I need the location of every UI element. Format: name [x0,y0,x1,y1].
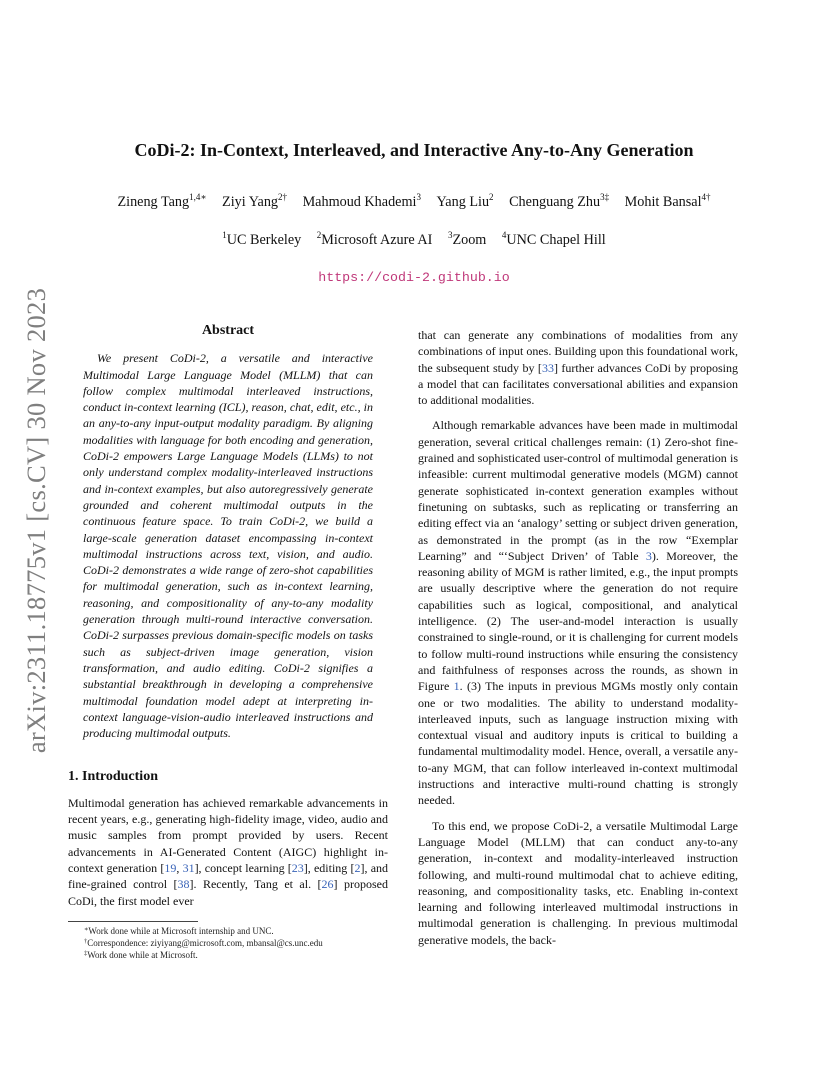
figure-reference-link[interactable]: 1 [453,679,460,694]
intro-paragraph-1: Multimodal generation has achieved remarkable advancements in recent years, e.g., generating high-fidelity image, video, audio and music samples from prompt provided by users. Recent advancements in AI-Generated Content (AIGC) highlight in-context generation [19, 31], concept learning [23], editing [2], and fine-grained control [38]. Recently, Tang et al. [26] proposed CoDi, the first model ever [68,795,389,908]
author: Chenguang Zhu$^{3\ddagger}$ [509,192,610,210]
introduction-heading: 1. Introduction [68,769,158,785]
affiliation-list [0,232,828,249]
left-column [68,323,388,909]
citation-link[interactable]: 33 [541,360,554,375]
table-reference-link[interactable]: 3 [645,548,652,563]
author: Mahmoud Khademi$^3$ [302,192,421,210]
citation-link[interactable]: 31 [182,860,195,875]
intro-paragraph-3: To this end, we propose CoDi-2, a versatile Multimodal Large Language Model (MLLM) that can conduct any-to-any generation, in-context and modality-interleaved instruction following, and multi-round multimodal chat to achieve editing, reasoning, and compositionality tasks, etc. Enabling in-context learning and following interleaved multimodal instructions in multimodal generation is challenging. In previous multimodal generative models, the back- [418,818,738,947]
affiliation: $^4$UNC Chapel Hill [501,230,606,248]
footnotes [68,921,388,961]
citation-link[interactable]: 26 [321,877,334,892]
abstract-text: We present CoDi-2, a versatile and interactive Multimodal Large Language Model (MLLM) that can follow complex multimodal interleaved instructions, conduct in-context learning (ICL), reason, chat, edit, etc., in an any-to-any input-output modality paradigm. By aligning modalities with language for both encoding and generation, CoDi-2 empowers Large Language Models (LLMs) to not only understand complex modality-interleaved instructions and in-context examples, but also autoregressively generate grounded and coherent multimodal outputs in the continuous feature space. To train CoDi-2, we build a large-scale generation dataset encompassing in-context multimodal instructions across text, vision, and audio. CoDi-2 demonstrates a wide range of zero-shot capabilities for multimodal generation, such as in-context learning, reasoning, and compositionality of any-to-any modality generation through multi-round interactive conversation. CoDi-2 surpasses previous domain-specific models on tasks such as subject-driven image generation, vision transformation, and audio editing. CoDi-2 signifies a substantial breakthrough in developing a comprehensive multimodal foundation model adept at interpreting in-context language-vision-audio interleaved instructions and producing multimodal outputs. [83,351,373,741]
citation-link[interactable]: 19 [164,860,177,875]
abstract-heading: Abstract [201,323,255,338]
project-url-link[interactable]: https://codi-2.github.io [318,270,510,285]
affiliation: $^3$Zoom [447,230,487,248]
author: Mohit Bansal$^{4\dagger}$ [624,192,711,210]
author: Zineng Tang$^{1,4∗}$ [117,192,207,210]
footnote: †Correspondence: ziyiyang@microsoft.com, mbansal@cs.unc.edu [84,938,323,948]
arxiv-id-text: arXiv:2311.18775v1 [cs.CV] 30 Nov 2023 [21,287,52,753]
footnote: ∗Work done while at Microsoft internship and UNC. [84,926,274,936]
author: Yang Liu$^2$ [436,192,494,210]
citation-link[interactable]: 2 [354,860,361,875]
paper-title: CoDi-2: In-Context, Interleaved, and Interactive Any-to-Any Generation [134,140,694,160]
author-list [0,194,828,211]
intro-paragraph-2: Although remarkable advances have been made in multimodal generation, several critical challenges remain: (1) Zero-shot fine-grained and sophisticated user-control of multimodal generation is infeasible: current multimodal generative models (MGM) cannot generate sophisticated in-context generation examples without finetuning on subtasks, such as replicating or transferring an editing effect via an ‘analogy’ setting or subject driven generation, as demonstrated in the prompt (as in the row “Exemplar Learning” and “‘Subject Driven’ of Table 3). Moreover, the reasoning ability of MGM is rather limited, e.g., the input prompts are usually descriptive where the generation do not require capabilities such as logical, compositional, and analytical intelligence. (2) The user-and-model interaction is usually constrained to single-round, or it is challenging for current models to follow multi-round instructions while ensuring the consistency and faithfulness of responses across the rounds, as shown in Figure 1. (3) The inputs in previous MGMs mostly only contain one or two modalities. The ability to understand modality-interleaved inputs, such as language instruction mixing with contextual visual and auditory inputs is critical to building a fundamental multimodality model. Hence, overall, a versatile any-to-any MGM, that can follow interleaved in-context multimodal instructions and interactive multi-round chatting is strongly needed. [418,418,738,808]
citation-link[interactable]: 38 [177,877,190,892]
intro-paragraph-1-continued: that can generate any combinations of modalities from any combinations of input ones. Building upon this foundational work, the subsequent study by [33] further advances CoDi by proposing a model that can facilitates conversational abilities and expansion to additional modalities. [418,328,738,408]
footnote-divider [68,921,198,922]
citation-link[interactable]: 23 [291,860,304,875]
affiliation: $^1$UC Berkeley [222,230,302,248]
affiliation: $^2$Microsoft Azure AI [316,230,433,248]
right-column [418,327,738,948]
author: Ziyi Yang$^{2\dagger}$ [222,192,288,210]
arxiv-side-stamp [14,285,60,755]
footnote: ‡Work done while at Microsoft. [84,950,198,960]
